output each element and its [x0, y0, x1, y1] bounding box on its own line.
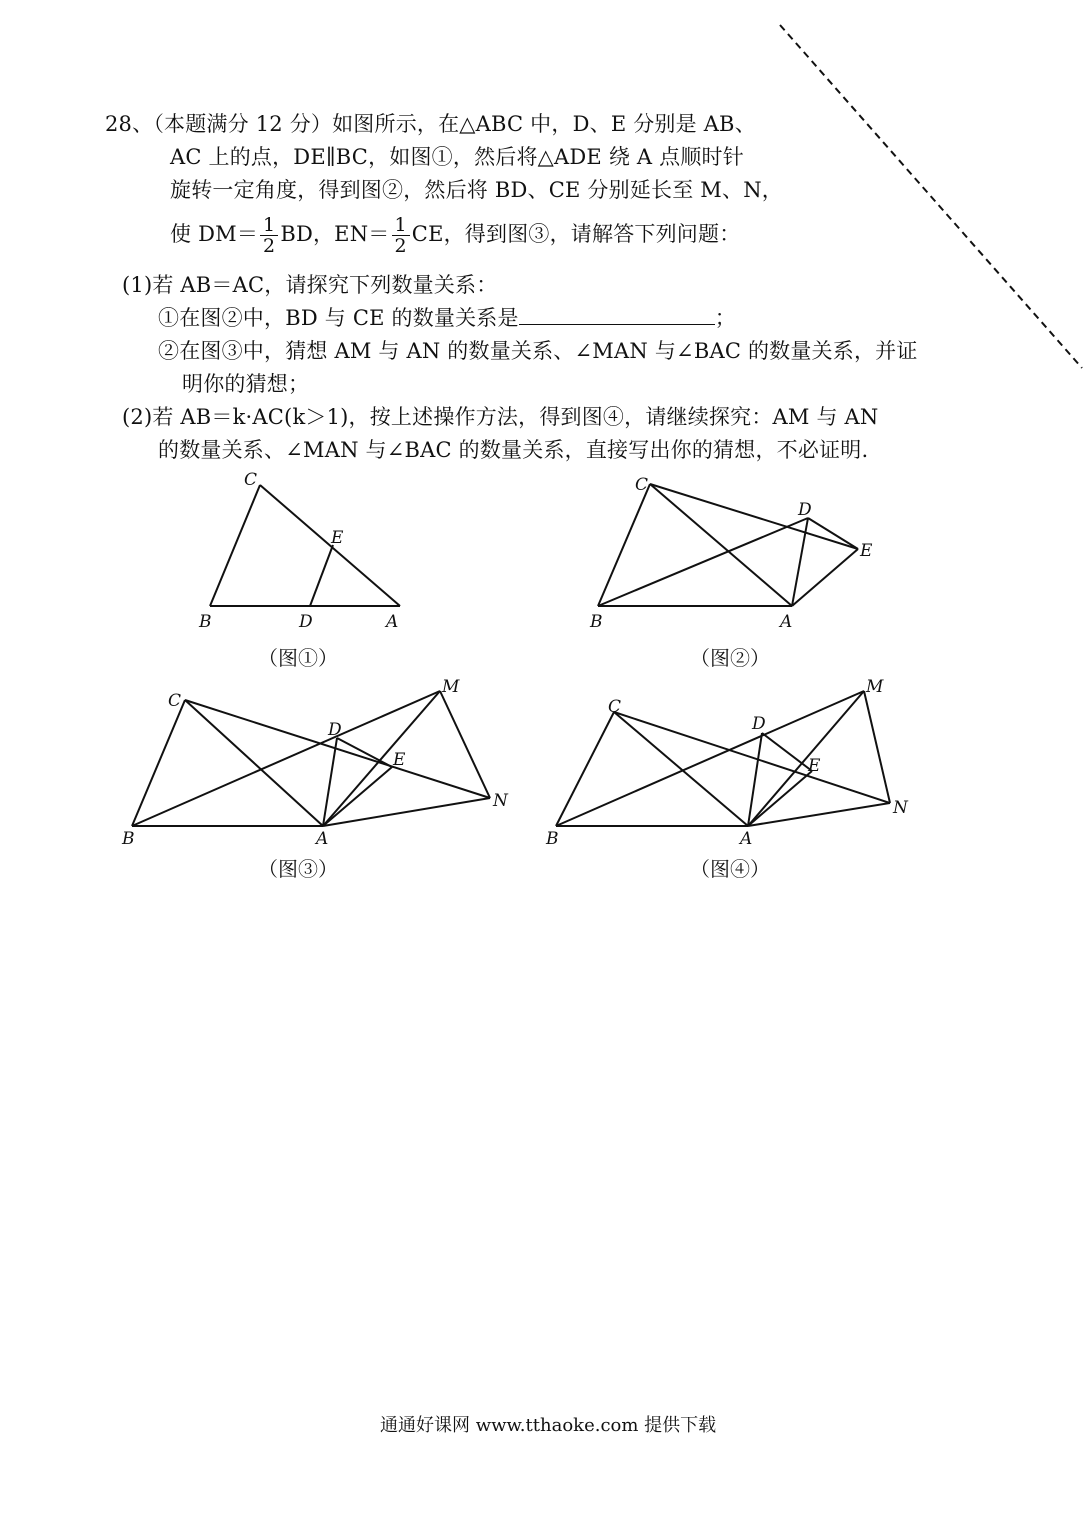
fig1-label-D: D	[299, 612, 313, 632]
segment-DE	[762, 733, 812, 771]
fig2-label-E: E	[860, 541, 873, 561]
fig4-label-E: E	[808, 756, 821, 776]
part1-item1: ①在图②中，BD 与 CE 的数量关系是 ；	[158, 306, 736, 330]
fig1-label-C: C	[244, 470, 258, 490]
fig1-label-E: E	[331, 528, 344, 548]
fig2-label-B: B	[590, 612, 603, 632]
fig4-label-N: N	[893, 798, 908, 818]
fig3-label-B: B	[122, 829, 135, 849]
fig3-label-A: A	[316, 829, 329, 849]
figure-2-caption: （图②）	[690, 646, 770, 670]
problem-intro-line2: AC 上的点，DE∥BC，如图①，然后将△ADE 绕 A 点顺时针	[170, 145, 744, 169]
figure-3-caption: （图③）	[258, 857, 338, 881]
problem-number: 28、	[105, 112, 154, 136]
figure-4-caption: （图④）	[690, 857, 770, 881]
fraction-half: $\frac{1}{2}$	[392, 215, 410, 256]
fig3-label-C: C	[168, 691, 182, 711]
fig2-label-D: D	[798, 500, 812, 520]
page-footer: 通通好课网 www.tthaoke.com 提供下载	[380, 1415, 717, 1436]
fig1-label-B: B	[199, 612, 212, 632]
fig4-label-D: D	[752, 714, 766, 734]
fig4-label-C: C	[608, 697, 622, 717]
figure-1-caption: （图①）	[258, 646, 338, 670]
segment-MN	[864, 691, 890, 803]
segment-BC	[556, 712, 614, 826]
part1-item2-line2: 明你的猜想；	[182, 372, 310, 396]
fig2-label-A: A	[780, 612, 793, 632]
problem-intro-line3: 旋转一定角度，得到图②，然后将 BD、CE 分别延长至 M、N，	[170, 178, 783, 202]
fig4-label-A: A	[740, 829, 753, 849]
fig3-label-E: E	[393, 750, 406, 770]
fig2-label-C: C	[635, 475, 649, 495]
part2-line1: (2)若 AB＝k·AC(k＞1)，按上述操作方法，得到图④，请继续探究：AM 与 AN	[122, 405, 879, 429]
fig3-label-N: N	[493, 791, 508, 811]
fraction-half: $\frac{1}{2}$	[260, 215, 278, 256]
fig3-label-M: M	[442, 677, 460, 697]
fig1-label-A: A	[386, 612, 399, 632]
fig3-label-D: D	[328, 720, 342, 740]
problem-intro-line1: 28、（本题满分 12 分）如图所示，在△ABC 中，D、E 分别是 AB、	[105, 112, 756, 136]
part1-item2-line1: ②在图③中，猜想 AM 与 AN 的数量关系、∠MAN 与∠BAC 的数量关系，并证	[158, 339, 918, 363]
problem-intro-line4: 使 DM＝ $\frac{1}{2}$ BD，EN＝ $\frac{1}{2}$ CE，得到图③，请解答下列问题：	[170, 214, 741, 257]
fig4-label-B: B	[546, 829, 559, 849]
part1-intro: (1)若 AB＝AC，请探究下列数量关系：	[122, 273, 498, 297]
segment-CA	[614, 712, 748, 826]
segment-AM	[748, 691, 864, 826]
fig4-label-M: M	[866, 677, 884, 697]
part2-line2: 的数量关系、∠MAN 与∠BAC 的数量关系，直接写出你的猜想，不必证明.	[158, 438, 869, 462]
